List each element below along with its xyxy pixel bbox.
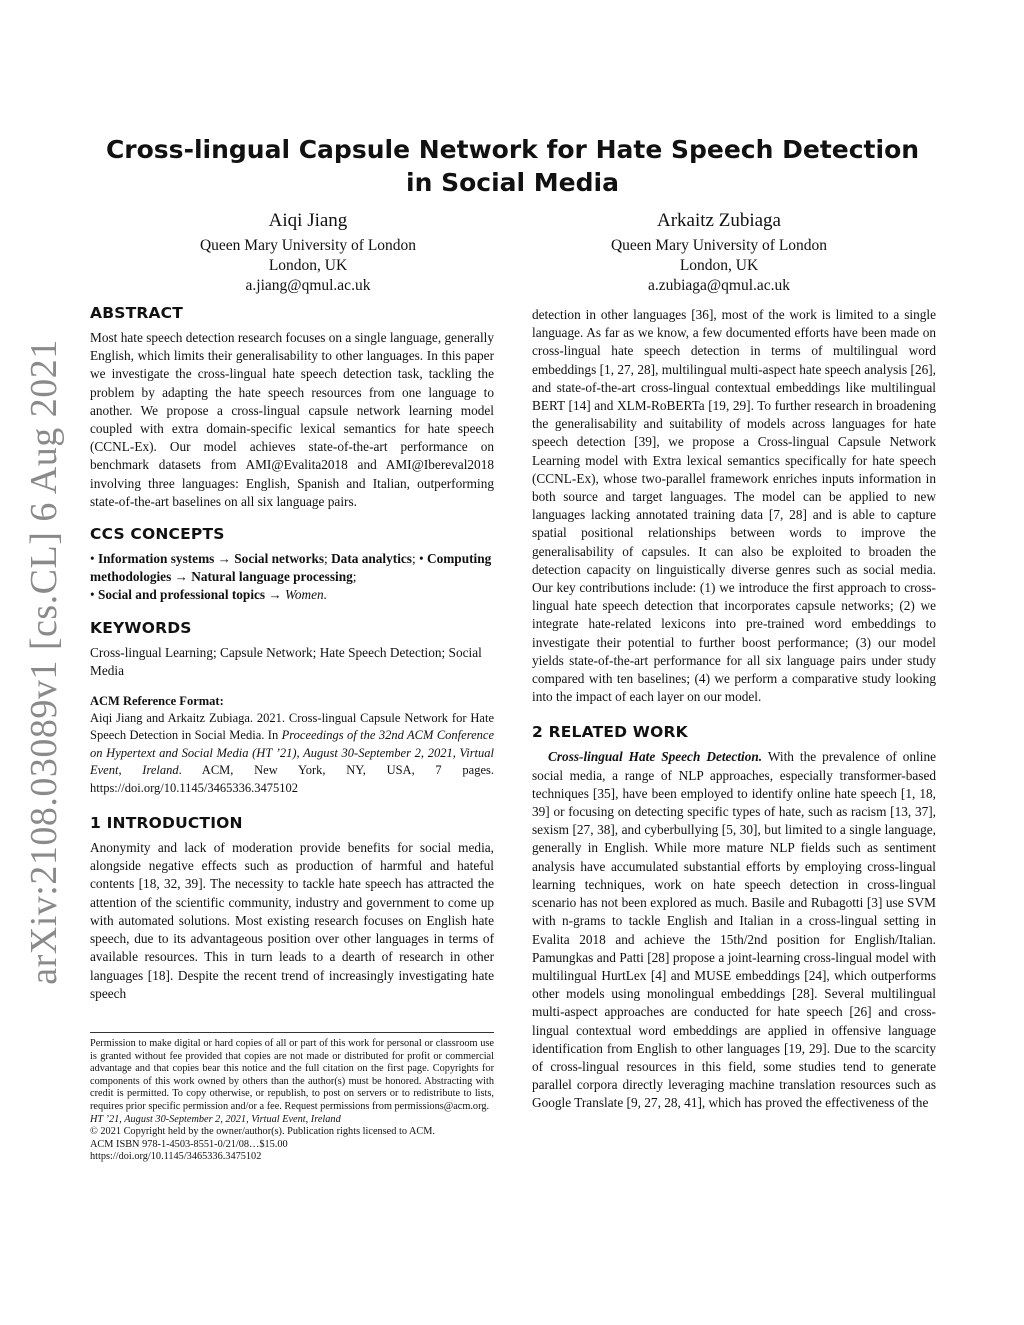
introduction-heading: 1 INTRODUCTION bbox=[90, 814, 243, 833]
author-location: London, UK bbox=[268, 257, 348, 274]
author-block-1 bbox=[138, 208, 478, 296]
author-affiliation: Queen Mary University of London bbox=[199, 237, 417, 254]
ccs-heading: CCS CONCEPTS bbox=[90, 525, 225, 544]
permission-text: Permission to make digital or hard copies of all or part of this work for personal or classroom use is granted without fee provided that copies are not made or distributed for profit or commercial advantage and that copies bear this notice and the full citation on the first page. Copyrights for components of this work owned by others than the author(s) must be honored. Abstracting with credit is permitted. To copy otherwise, or republish, to post on servers or to redistribute to lists, requires prior specific permission and/or a fee. Request permissions from permissions@acm.org. bbox=[90, 1038, 494, 1112]
acm-reference-label: ACM Reference Format: bbox=[90, 694, 224, 709]
keywords-heading: KEYWORDS bbox=[90, 618, 192, 637]
footnote-venue: HT ’21, August 30-September 2, 2021, Virtual Event, Ireland bbox=[90, 1113, 341, 1125]
footnote-copyright: © 2021 Copyright held by the owner/author(s). Publication rights licensed to ACM. bbox=[90, 1126, 436, 1138]
ccs-concepts-text: • Information systems → Social networks; Data analytics; • Computing methodologies → Natural language processing; • Social and professional topics → Women. bbox=[90, 551, 492, 603]
left-column bbox=[90, 303, 494, 1003]
introduction-text: Anonymity and lack of moderation provide benefits for social media, alongside negative effects such as production of harmful and hateful contents [18, 32, 39]. The necessity to tackle hate speech has attracted the attention of the scientific community, industry and government to come up with automated solutions. Most existing research focuses on English hate speech, due to its advantageous position over other languages in terms of available resources. This in turn leads to a dearth of research in other languages [18]. Despite the recent trend of increasingly investigating hate speech bbox=[90, 840, 494, 1001]
footnote-divider bbox=[90, 1032, 494, 1033]
related-work-subheading: Cross-lingual Hate Speech Detection. bbox=[548, 749, 763, 765]
introduction-continued-text: detection in other languages [36], most of the work is limited to a single language. As far as we know, a few documented efforts have been made on cross-lingual hate speech detection in terms of multilingual word embeddings [1, 27, 28], multilingual multi-aspect hate speech analysis [26], and state-of-the-art cross-lingual contextual embeddings like multilingual BERT [14] and XLM-RoBERTa [19, 29]. To further research in broadening the generalisability and suitability of models across languages for hate speech detection [39], we propose a Cross-lingual Capsule Network Learning model with Extra lexical semantics specifically for hate speech (CCNL-Ex), whose two-parallel framework enriches inputs information in both source and target languages. The model can be applied to new languages lacking annotated training data [7, 28] and is able to capture spatial positional relationships between words to improve the generalisability of capsules. It can also be exploited to broaden the detection capacity on linguistically diverse genres such as social media. Our key contributions include: (1) we introduce the first approach to cross-lingual hate speech detection that incorporates capsule networks; (2) we integrate hate-related lexicons into pre-trained word embeddings to investigate their potential to further boost performance; (3) our model yields state-of-the-art performance for all six language pairs under study compared with ten baselines; (4) we perform a comparative study looking into the impact of each layer on our model. bbox=[532, 307, 936, 705]
ccs-concepts-section bbox=[90, 524, 494, 605]
permission-footnote bbox=[90, 1038, 494, 1164]
related-work-text: Cross-lingual Hate Speech Detection. With the prevalence of online social media, a range of NLP approaches, especially transformer-based techniques [35], have been employed to identify online hate speech [1, 18, 39] or focusing on detecting specific types of hate, such as racism [13, 37], sexism [27, 38], and cyberbullying [5, 30], but limited to a single language, generally in English. While more mature NLP fields such as sentiment analysis have accumulated substantial efforts by employing cross-lingual learning techniques, work on hate speech detection in cross-lingual scenario has not been explored as much. Basile and Rubagotti [3] use SVM with n-grams to tackle English and Italian in a cross-lingual setting in Evalita 2018 and achieve the 15th/2nd position for English/Italian. Pamungkas and Patti [28] propose a joint-learning cross-lingual model with multilingual HurtLex [4] and MUSE embeddings [24], which outperforms other models using monolingual embeddings [28]. Several multilingual multi-aspect approaches are conducted for hate speech [26] and cross-lingual contextual word embeddings are applied in offensive language identification from English to other languages [19, 29]. Due to the scarcity of cross-lingual resources in this field, some studies tend to generate parallel corpora directly leveraging machine translation resources such as Google Translate [9, 27, 28, 41], which has proved the effectiveness of the bbox=[532, 749, 936, 1111]
right-column bbox=[532, 306, 936, 1113]
footnote-isbn: ACM ISBN 978-1-4503-8551-0/21/08…$15.00 bbox=[90, 1138, 288, 1150]
author-location: London, UK bbox=[679, 257, 759, 274]
author-email[interactable]: a.zubiaga@qmul.ac.uk bbox=[647, 277, 791, 294]
author-email[interactable]: a.jiang@qmul.ac.uk bbox=[245, 277, 371, 294]
abstract-text: Most hate speech detection research focuses on a single language, generally English, which limits their generalisability to other languages. In this paper we investigate the cross-lingual hate speech detection task, tackling the problem by adapting the hate speech resources from one language to another. We propose a cross-lingual capsule network learning model coupled with extra domain-specific lexical semantics for hate speech (CCNL-Ex). Our model achieves state-of-the-art performance on benchmark datasets from AMI@Evalita2018 and AMI@Ibereval2018 involving three languages: English, Spanish and Italian, outperforming state-of-the-art baselines on all six language pairs. bbox=[90, 330, 494, 509]
related-work-heading: 2 RELATED WORK bbox=[532, 723, 688, 742]
author-block-2 bbox=[549, 208, 889, 296]
author-affiliation: Queen Mary University of London bbox=[610, 237, 828, 254]
acm-reference-text: Aiqi Jiang and Arkaitz Zubiaga. 2021. Cross-lingual Capsule Network for Hate Speech Detection in Social Media. In Proceedings of the 32nd ACM Conference on Hypertext and Social Media (HT ’21), August 30-September 2, 2021, Virtual Event, Ireland. ACM, New York, NY, USA, 7 pages. https://doi.org/10.1145/3465336.3475102 bbox=[90, 711, 495, 795]
keywords-text: Cross-lingual Learning; Capsule Network; Hate Speech Detection; Social Media bbox=[90, 644, 482, 678]
paper-title: Cross-lingual Capsule Network for Hate Speech Detection in Social Media bbox=[105, 135, 920, 197]
footnote-doi[interactable]: https://doi.org/10.1145/3465336.3475102 bbox=[90, 1151, 262, 1163]
abstract-heading: ABSTRACT bbox=[90, 304, 184, 322]
author-name: Arkaitz Zubiaga bbox=[657, 210, 781, 231]
arxiv-identifier[interactable]: arXiv:2108.03089v1 [cs.CL] 6 Aug 2021 bbox=[23, 339, 65, 985]
author-name: Aiqi Jiang bbox=[268, 210, 348, 231]
